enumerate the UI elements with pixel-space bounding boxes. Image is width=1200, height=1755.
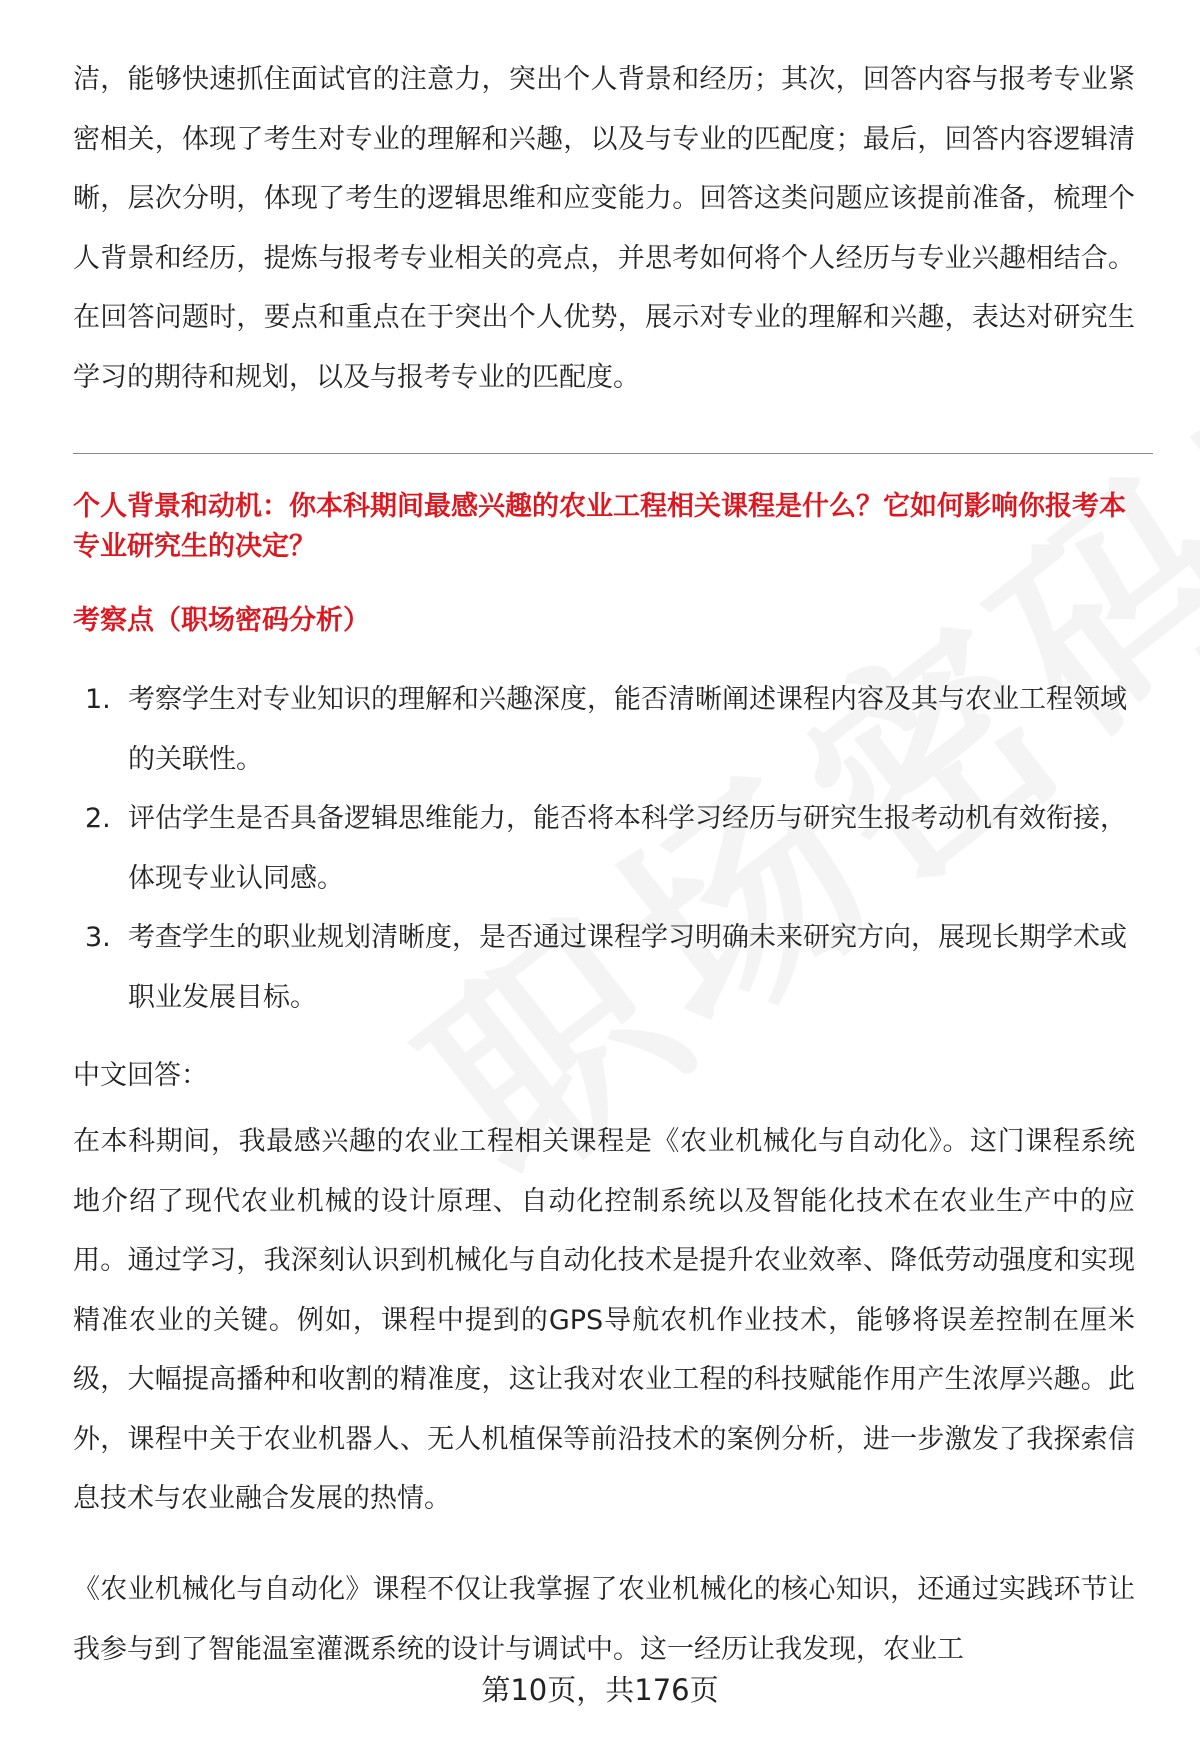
list-item-text: 考察学生对专业知识的理解和兴趣深度，能否清晰阐述课程内容及其与农业工程领域的关联性。 <box>128 684 1127 775</box>
answer-paragraph-2: 《农业机械化与自动化》课程不仅让我掌握了农业机械化的核心知识，还通过实践环节让我参与到了智能温室灌溉系统的设计与调试中。这一经历让我发现，农业工 <box>73 1574 1135 1665</box>
answer-paragraph-1: 在本科期间，我最感兴趣的农业工程相关课程是《农业机械化与自动化》。这门课程系统地介绍了现代农业机械的设计原理、自动化控制系统以及智能化技术在农业生产中的应用。通过学习，我深刻认识到机械化与自动化技术是提升农业效率、降低劳动强度和实现精准农业的关键。例如，课程中提到的GPS导航农机作业技术，能够将误差控制在厘米级，大幅提高播种和收割的精准度，这让我对农业工程的科技赋能作用产生浓厚兴趣。此外，课程中关于农业机器人、无人机植保等前沿技术的案例分析，进一步激发了我探索信息技术与农业融合发展的热情。 <box>73 1126 1135 1514</box>
list-item <box>73 789 1153 908</box>
answer-label: 中文回答： <box>73 1060 208 1091</box>
list-item <box>73 670 1153 789</box>
analysis-subheading: 考察点（职场密码分析） <box>73 605 370 636</box>
list-item-text: 考查学生的职业规划清晰度，是否通过课程学习明确未来研究方向，展现长期学术或职业发展目标。 <box>128 922 1127 1013</box>
question-heading: 个人背景和动机：你本科期间最感兴趣的农业工程相关课程是什么？它如何影响你报考本专业研究生的决定？ <box>73 491 1126 562</box>
list-item <box>73 908 1153 1027</box>
list-item-number: 1. <box>85 684 111 715</box>
intro-paragraph: 洁，能够快速抓住面试官的注意力，突出个人背景和经历；其次，回答内容与报考专业紧密相关，体现了考生对专业的理解和兴趣，以及与专业的匹配度；最后，回答内容逻辑清晰，层次分明，体现了考生的逻辑思维和应变能力。回答这类问题应该提前准备，梳理个人背景和经历，提炼与报考专业相关的亮点，并思考如何将个人经历与专业兴趣相结合。在回答问题时，要点和重点在于突出个人优势，展示对专业的理解和兴趣，表达对研究生学习的期待和规划，以及与报考专业的匹配度。 <box>73 64 1135 393</box>
analysis-points-list <box>73 670 1153 1027</box>
list-item-number: 2. <box>85 803 111 834</box>
section-divider <box>73 453 1153 454</box>
list-item-text: 评估学生是否具备逻辑思维能力，能否将本科学习经历与研究生报考动机有效衔接，体现专业认同感。 <box>128 803 1127 894</box>
list-item-number: 3. <box>85 922 111 953</box>
page-footer: 第10页，共176页 <box>481 1673 719 1707</box>
